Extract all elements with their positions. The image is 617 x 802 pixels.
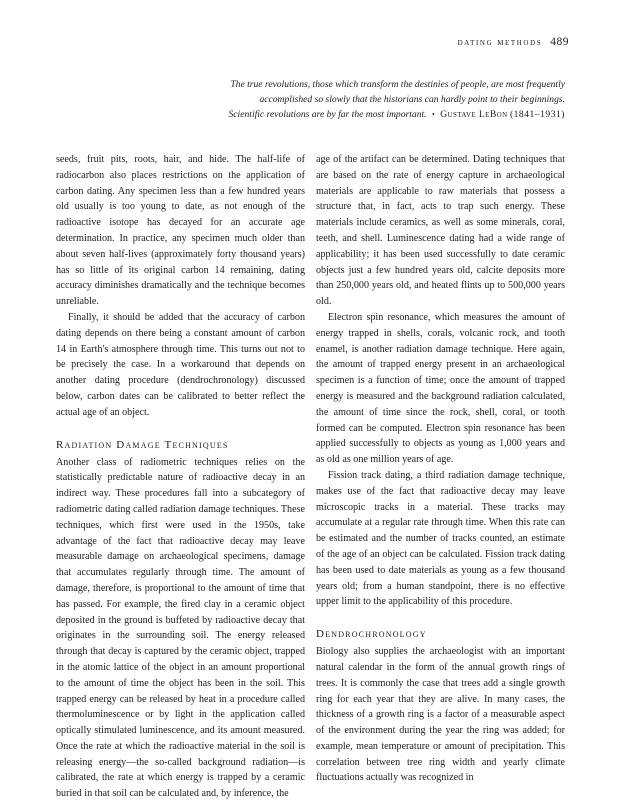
body-paragraph: Biology also supplies the archaeologist with an important natural calendar in the form of the annual growth rings of trees. It is commonly the case that trees add a single growth ring for each year that they are alive. In many cases, the thickness of a growth ring is a factor of a measurable aspect of the environment during the year the ring was added; for example, mean temperature or amount of precipitation. This correlation between tree ring width and yearly climate fluctuations actually was recognized in — [316, 646, 565, 784]
body-paragraph: Finally, it should be added that the accuracy of carbon dating depends on there being a constant amount of carbon 14 in Earth's atmosphere through time. This turns out not to be precisely the case. In a workaround that depends on another dating procedure (dendrochronology) discussed below, carbon dates can be calibrated to better reflect the actual age of an object. — [56, 311, 305, 418]
epigraph-dates: (1841–1931) — [509, 109, 565, 120]
epigraph-text: Scientific revolutions are by far the most important. — [228, 109, 427, 120]
body-paragraph: age of the artifact can be determined. Dating techniques that are based on the rate of energy capture in archaeological materials are applicable to raw materials that possess a structure that, in fact, acts to trap such energy. These materials include ceramics, as well as some minerals, coral, teeth, and shell. Luminescence dating had a wide range of applicability; it has been used successfully to date ceramic objects just a few hundred years old, calcite deposits more than 250,000 years old, and heated flints up to 500,000 years old. — [316, 154, 565, 308]
bullet-separator: • — [431, 110, 435, 119]
body-paragraph: Another class of radiometric techniques relies on the statistically predictable nature of radioactive decay in an indirect way. These procedures fall into a subcategory of radiometric dating called radiation damage techniques. These techniques, which first were used in the 1950s, take advantage of the fact that radioactive decay may leave measurable damage on archaeological specimens, damage that accumulates regularly through time. The amount of damage, therefore, is proportional to the amount of time that has passed. For example, the fired clay in a ceramic object deposited in the ground is buffeted by radioactive decay that originates in the surrounding soil. The energy released through that decay is captured by the ceramic object, trapped in the atomic lattice of the object in an amount proportional to the amount of time the object has been in the soil. This trapped energy can be released by heat in a procedure called thermoluminescence or by light in the application called optically stimulated luminescence, and its amount measured. Once the rate at which the radioactive material in the soil is releasing energy—the so-called background radiation—is calibrated, the rate at which energy is trapped by a ceramic buried in that soil can be calculated and, by inference, the — [56, 456, 305, 800]
epigraph-line-attribution — [125, 107, 565, 122]
running-head-title: dating methods — [457, 38, 543, 48]
epigraph-line: accomplished so slowly that the historians can hardly point to their beginnings. — [259, 94, 565, 105]
section-heading-radiation-damage: Radiation Damage Techniques — [56, 438, 229, 451]
body-paragraph: seeds, fruit pits, roots, hair, and hide. The half-life of radiocarbon also places restrictions on the application of carbon dating. Any specimen less than a few hundred years old usually is too young to date, as not enough of the radioactive isotope has decayed for an accurate age determination. In practice, any specimen much older than about seven half-lives (approximately forty thousand years) has so little of its original carbon 14 remaining, dating accuracy diminishes dramatically and the technique becomes unreliable. — [56, 154, 305, 308]
page-number: 489 — [550, 36, 569, 48]
body-paragraph: Fission track dating, a third radiation damage technique, makes use of the fact that radioactive decay may leave microscopic tracks in a material. These tracks may accumulate at a regular rate through time. When this rate can be estimated and the number of tracks counted, an estimate of the age of an object can be calculated. Fission track dating has been used to date materials as young as a few thousand years old; from a human standpoint, there is no effective upper limit to the applicability of this procedure. — [316, 469, 565, 608]
running-head — [458, 36, 569, 48]
epigraph-line: The true revolutions, those which transform the destinies of people, are most frequently — [230, 79, 565, 90]
section-heading-dendrochronology: Dendrochronology — [316, 628, 427, 641]
left-column — [56, 152, 305, 802]
right-column — [316, 152, 565, 786]
epigraph-author: Gustave LeBon — [440, 109, 508, 120]
epigraph — [125, 77, 565, 122]
body-paragraph: Electron spin resonance, which measures the amount of energy trapped in shells, corals, volcanic rock, and tooth enamel, is another radiation damage technique. Here again, the amount of trapped energy present in an archaeological specimen is a function of time; once the amount of trapped energy is measured and the background radiation calculated, the amount of time since the rock, shell, coral, or tooth formed can be computed. Electron spin resonance has been applied successfully to objects as young as 1,000 years and as old as one million years of age. — [316, 311, 565, 466]
